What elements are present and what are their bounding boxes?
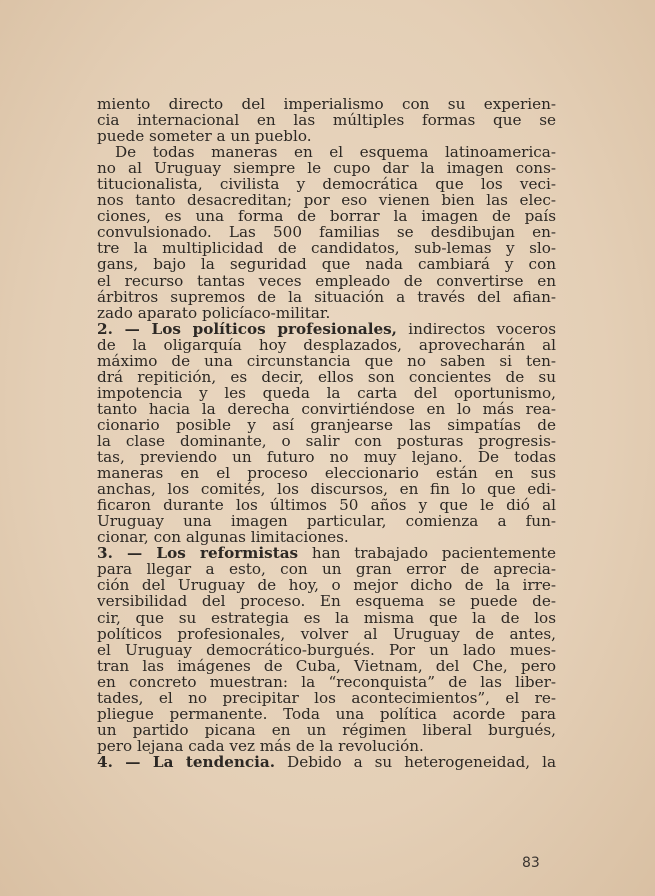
line-text: tades, el no precipitar los acontecimientos”, el re- (97, 689, 556, 706)
text-line (97, 642, 556, 658)
line-text: han trabajado pacientemente (298, 545, 556, 562)
line-text: en concreto muestran: la “reconquista” de las liber- (97, 673, 556, 690)
line-text: indirectos voceros (396, 320, 556, 337)
text-line (97, 529, 556, 545)
line-text: drá repitición, es decir, ellos son concientes de su (97, 368, 556, 385)
text-line (97, 449, 556, 465)
section-heading: 4. — La tendencia. (97, 753, 276, 770)
text-line (97, 658, 556, 674)
text-line (97, 674, 556, 690)
line-text: De todas maneras en el esquema latinoamerica- (115, 144, 556, 161)
line-text: pliegue permanente. Toda una política acorde para (97, 705, 556, 722)
line-text: anchas, los comités, los discursos, en fin lo que edi- (97, 481, 556, 498)
line-text: ción del Uruguay de hoy, o mejor dicho de la irre- (97, 577, 556, 594)
line-text: gans, bajo la seguridad que nada cambiará y con (97, 256, 556, 273)
text-line (97, 273, 556, 289)
line-text: máximo de una circunstancia que no saben si ten- (97, 352, 556, 369)
text-line (97, 513, 556, 529)
line-text: árbitros supremos de la situación a través del afian- (97, 288, 556, 305)
body-text (97, 96, 556, 770)
text-line (97, 722, 556, 738)
text-line (97, 754, 556, 770)
text-line (97, 465, 556, 481)
text-line (97, 240, 556, 256)
text-line (97, 128, 556, 144)
text-line (97, 176, 556, 192)
line-text: tre la multiplicidad de candidatos, sub-lemas y slo- (97, 240, 556, 257)
text-line (97, 96, 556, 112)
line-text: cir, que su estrategia es la misma que la de los (97, 609, 556, 626)
text-line (97, 481, 556, 497)
text-line (97, 561, 556, 577)
line-text: el Uruguay democrático-burgués. Por un lado mues- (97, 641, 556, 658)
line-text: cionar, con algunas limitaciones. (97, 529, 349, 546)
text-line (97, 144, 556, 160)
line-text: no al Uruguay siempre le cupo dar la imagen cons- (97, 160, 556, 177)
text-line (97, 593, 556, 609)
line-text: ciones, es una forma de borrar la imagen de país (97, 208, 556, 225)
text-line (97, 577, 556, 593)
text-line (97, 112, 556, 128)
text-line (97, 385, 556, 401)
text-line (97, 369, 556, 385)
text-line (97, 706, 556, 722)
line-text: ficaron durante los últimos 50 años y que le dió al (97, 497, 556, 514)
line-text: el recurso tantas veces empleado de convertirse en (97, 272, 556, 289)
line-text: Uruguay una imagen particular, comienza a fun- (97, 513, 556, 530)
line-text: miento directo del imperialismo con su experien- (97, 96, 556, 113)
line-text: zado aparato policíaco-militar. (97, 304, 331, 321)
line-text: para llegar a esto, con un gran error de aprecia- (97, 561, 556, 578)
text-line (97, 192, 556, 208)
text-line (97, 321, 556, 337)
line-text: cionario posible y así granjearse las simpatías de (97, 416, 556, 433)
section-heading: 3. — Los reformistas (97, 545, 299, 562)
section-heading: 2. — Los políticos profesionales, (97, 320, 397, 337)
text-line (97, 738, 556, 754)
text-line (97, 337, 556, 353)
line-text: tas, previendo un futuro no muy lejano. De todas (97, 449, 556, 466)
text-line (97, 545, 556, 561)
line-text: la clase dominante, o salir con posturas progresis- (97, 432, 556, 450)
text-line (97, 690, 556, 706)
line-text: maneras en el proceso eleccionario están en sus (97, 465, 556, 482)
text-line (97, 417, 556, 433)
line-text: pero lejana cada vez más de la revolución. (97, 737, 424, 754)
line-text: Debido a su heterogeneidad, la (275, 753, 556, 770)
text-line (97, 256, 556, 272)
line-text: políticos profesionales, volver al Uruguay de antes, (97, 625, 556, 642)
line-text: tran las imágenes de Cuba, Vietnam, del Che, pero (97, 657, 556, 674)
text-line (97, 497, 556, 513)
text-line (97, 433, 556, 449)
text-line (97, 626, 556, 642)
line-text: titucionalista, civilista y democrática que los veci- (97, 176, 556, 193)
text-line (97, 160, 556, 176)
text-line (97, 208, 556, 224)
text-line (97, 289, 556, 305)
line-text: convulsionado. Las 500 familias se desdibujan en- (97, 224, 556, 241)
line-text: tanto hacia la derecha convirtiéndose en lo más rea- (97, 400, 556, 417)
line-text: nos tanto desacreditan; por eso vienen bien las elec- (97, 192, 556, 209)
line-text: impotencia y les queda la carta del oportunismo, (97, 384, 556, 401)
text-line (97, 224, 556, 240)
text-line (97, 305, 556, 321)
line-text: versibilidad del proceso. En esquema se puede de- (97, 593, 556, 610)
line-text: cia internacional en las múltiples formas que se (97, 112, 556, 129)
line-text: puede someter a un pueblo. (97, 128, 312, 145)
line-text: de la oligarquía hoy desplazados, aprovecharán al (97, 336, 556, 353)
page-number: 83 (522, 855, 540, 871)
text-line (97, 610, 556, 626)
text-line (97, 401, 556, 417)
line-text: un partido picana en un régimen liberal burgués, (97, 721, 556, 738)
text-line (97, 353, 556, 369)
